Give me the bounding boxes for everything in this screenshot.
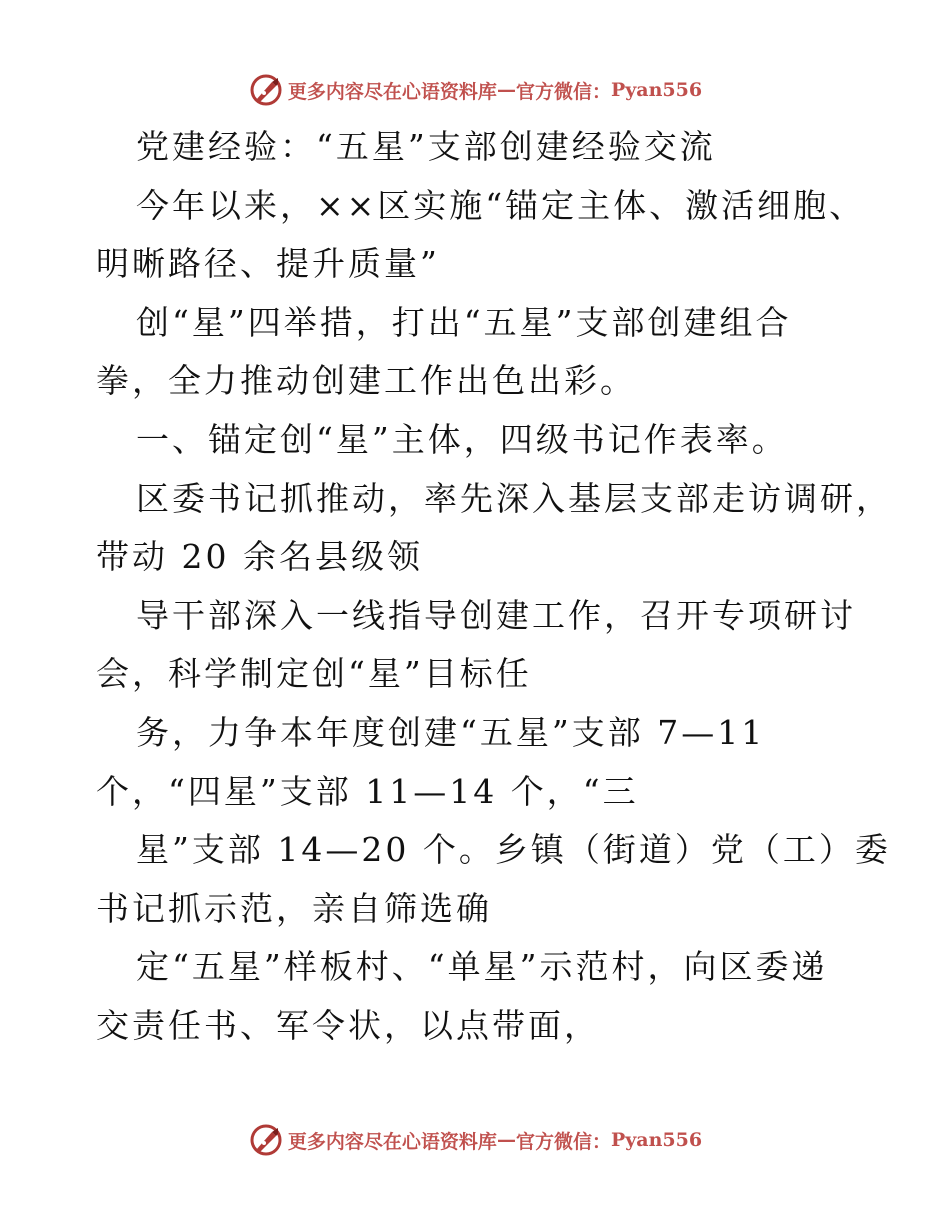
banner-dash: —	[496, 1129, 516, 1151]
text-line: 明晰路径、提升质量”	[96, 244, 440, 284]
text-line: 党建经验：“五星”支部创建经验交流	[136, 127, 716, 166]
text-line: 拳，全力推动创建工作出色出彩。	[96, 361, 636, 401]
text-line: 区委书记抓推动，率先深入基层支部走访调研，	[136, 478, 892, 518]
banner-site-text: 更多内容尽在心语资料库	[287, 80, 497, 103]
text-line: 导干部深入一线指导创建工作，召开专项研讨	[136, 595, 856, 635]
text-line: 个，“四星”支部 11—14 个，“三	[96, 771, 639, 811]
footer-banner	[0, 1120, 950, 1160]
banner-wechat-id: Pyan556	[610, 79, 703, 101]
text-line: 交责任书、军令状，以点带面，	[96, 1005, 600, 1045]
banner-site-text: 更多内容尽在心语资料库	[287, 1130, 497, 1153]
header-banner	[0, 70, 950, 110]
document-body	[96, 118, 892, 1056]
pen-nib-circle-icon	[248, 1122, 284, 1158]
banner-wechat-label: 官方微信：	[515, 80, 611, 103]
text-line: 创“星”四举措，打出“五星”支部创建组合	[136, 302, 792, 342]
text-line: 今年以来，××区实施“锚定主体、激活细胞、	[136, 185, 866, 225]
text-line: 一、锚定创“星”主体，四级书记作表率。	[136, 419, 788, 459]
text-line: 务，力争本年度创建“五星”支部 7—11	[136, 712, 766, 752]
banner-wechat-label: 官方微信：	[515, 1130, 611, 1153]
pen-nib-circle-icon	[248, 72, 284, 108]
text-line: 定“五星”样板村、“单星”示范村，向区委递	[136, 947, 828, 987]
text-line: 会，科学制定创“星”目标任	[96, 654, 532, 694]
banner-wechat-id: Pyan556	[610, 1129, 703, 1151]
banner-dash: —	[496, 79, 516, 101]
text-line: 带动 20 余名县级领	[96, 537, 423, 577]
text-line: 书记抓示范，亲自筛选确	[96, 888, 492, 928]
text-line: 星”支部 14—20 个。乡镇（街道）党（工）委	[136, 830, 891, 870]
